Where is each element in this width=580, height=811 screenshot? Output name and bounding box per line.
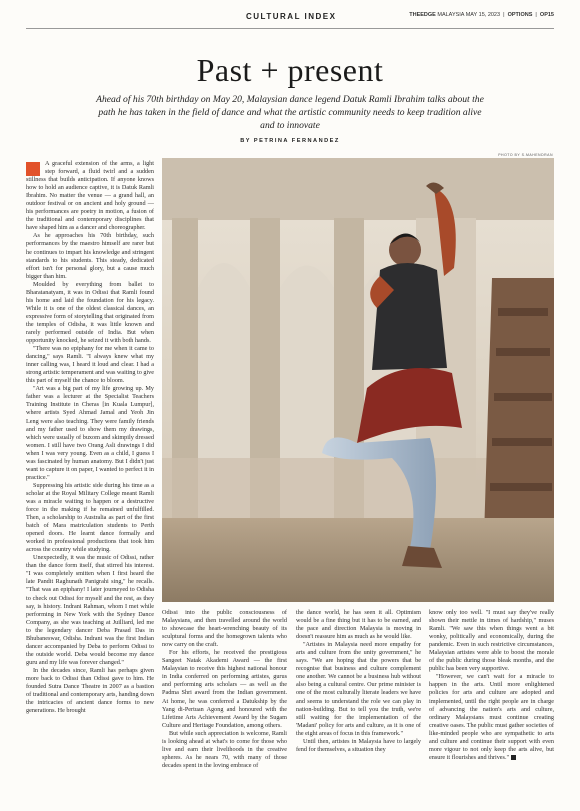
header-meta: THEEDGE MALAYSIA MAY 15, 2023 | OPTIONS | OP15 [409, 12, 554, 18]
dancer-photo [162, 158, 554, 602]
page-number: OP15 [539, 12, 554, 18]
paragraph: "There was no epiphany for me when it came to dancing," says Ramli. "I always knew what my inner calling was, I heard it loud and clear. I had a strong artistic temperament and was waiting to give this part of myself the chance to bloom. [26, 345, 154, 385]
paragraph: "Artistes in Malaysia need more empathy for arts and culture from the unity government," he says. "We are hoping that the powers that be recognise that business and culture complement one another. We cannot be a business hub without also being a cultural centre. Our prime minister is one of the most culturally literate leaders we have and seems to understand the role we can play in nation-building. But to tell you the truth, we're still waiting for the implementation of the 'Madani' policy for arts and culture, as it is one of the eight areas of focus in this framework." [296, 641, 421, 737]
column-1 [26, 160, 154, 800]
paragraph [429, 673, 554, 762]
paragraph-text: A graceful extension of the arms, a light step forward, a fluid twirl and a sudden stillness that builds anticipation. If anyone knows how to hold an audience captive, it is Datuk Ramli Ibrahim. No matter the venue — a grand hall, an outdoor festival or on ancient and holy ground — his performances are poetry in motion, a fusion of the traditional and contemporary disciplines that have shaped him as a dancer and choreographer. [26, 160, 154, 232]
paragraph: For his efforts, he received the prestigious Sangeet Natak Akademi Award — the first Malaysian to receive this highest national honour in India conferred on performing artistes, gurus and performing arts scholars — as well as the Padma Shri award from the Indian government. At home, he was conferred a Datukship by the Yang di-Pertuan Agong and honoured with the Lifetime Arts Achievement Award by the Sugam Culture and Heritage Foundation, among others. [162, 649, 287, 729]
paragraph: But while such appreciation is welcome, Ramli is looking ahead at what's to come for those who live and earn their livelihoods in the creative spheres. As he nears 70, with many of those decades spent in the loving embrace of [162, 729, 287, 769]
issue-date: MAY 15, 2023 [465, 12, 501, 18]
paragraph: know only too well. "I must say they've really shown their mettle in times of hardship," muses Ramli. "We saw this when things went a bit wonky, politically and economically, during the pandemic. Even in such restrictive circumstances, Malaysian artistes were able to boost the morale of the public during those bleak months, and the public has been very supportive. [429, 609, 554, 673]
column-4 [429, 609, 554, 801]
paragraph: Suppressing his artistic side during his time as a scholar at the Royal Military College meant Ramli was a miracle waiting to happen or a destructive force in the making if he remained unfulfilled. Then, a scholarship to Australia as part of the first batch of Mara matriculation students to Perth opened doors. He learnt dance formally and worked in professional productions that took him across the country while studying. [26, 481, 154, 554]
paragraph: Unexpectedly, it was the music of Odissi, rather than the dance form itself, that stirred his interest. "I was completely smitten when I first heard the late Pandit Raghunath Panigrahi sing," he recalls. "That was an epiphany! I later journeyed to Odisha to check out Odissi for myself and the rest, as they say, is history. Indrani Rahman, whom I met while performing in New York with the Sydney Dance Company, as she was teaching at Juilliard, led me to the legendary dancer Deba Prasad Das in Bhubaneswar, Odisha. Indrani was the first Indian dancer accompanied by Deba to perform Odissi to the outside world. Deba would become my dance guru and my life was forever changed." [26, 554, 154, 666]
column-2 [162, 609, 287, 801]
publication-name-bold: THEEDGE [409, 12, 436, 18]
section-label: CULTURAL INDEX [246, 12, 337, 21]
paragraph: As he approaches his 70th birthday, such performances by the maestro himself are rarer but he continues to impart his knowledge and stringent standards to his students. This steady, dedicated effort isn't for personal glory, but a cause much bigger than him. [26, 232, 154, 280]
paragraph: Odissi into the public consciousness of Malaysians, and then travelled around the world to showcase the heart-wrenching beauty of its sculptural forms and the homegrown talents who now carry on the craft. [162, 609, 287, 649]
standfirst: Ahead of his 70th birthday on May 20, Malaysian dance legend Datuk Ramli Ibrahim talks about the path he has taken in the field of dance and what the artistic community needs to keep tradition alive and to innovate [96, 94, 484, 131]
paragraph: the dance world, he has seen it all. Optimism would be a fine thing but it has to be earned, and the pace and direction Malaysia is moving in doesn't reassure him as much as he would like. [296, 609, 421, 641]
paragraph-text: "However, we can't wait for a miracle to happen in the arts. Until more enlightened policies for arts and culture are adopted and implemented, until the right people are in charge of advancing the nation's arts and culture, ordinary Malaysians must continue creating creative oases. The public must gather societies of like-minded people who are sympathetic to arts and culture and continue their support with even more vigour to not only keep the arts alive, but ensure it flourishes and thrives." [429, 673, 554, 761]
publication-name-rest: MALAYSIA [435, 12, 465, 18]
header-rule [26, 28, 554, 29]
paragraph [26, 160, 154, 232]
paragraph: Until then, artistes in Malaysia have to largely fend for themselves, a situation they [296, 737, 421, 753]
headline: Past + present [196, 52, 384, 88]
orange-drop-block [26, 162, 40, 176]
column-3 [296, 609, 421, 801]
paragraph: Moulded by everything from ballet to Bharatanatyam, it was in Odissi that Ramli found his home and laid the foundation for his legacy. While it is one of the oldest classical dances, an expressive form of storytelling that originated from the temples of Odisha, it was little known and rarely performed outside of India. But when opportunity knocked, he seized it with both hands. [26, 280, 154, 345]
end-of-article-mark [511, 755, 516, 760]
page-header [26, 10, 554, 24]
byline: BY PETRINA FERNANDEZ [240, 138, 340, 144]
paragraph: In the decades since, Ramli has perhaps given more back to Odissi than Odissi gave to him. He founded Sutra Dance Theatre in 2007 as a bastion of traditional and contemporary arts, handing down the intricacies of ancient dance forms to new generations. He brought [26, 666, 154, 715]
paragraph: "Art was a big part of my life growing up. My father was a lecturer at the Specialist Teachers Training Institute in Cheras [in Kuala Lumpur], where artists Syed Ahmad Jamal and Yeoh Jin Leng were also teaching. They were family friends and my father used to show them my drawings, which were usually of buxom and skimpily dressed women. I still have two Orang Asli drawings I did when I was very young. Even as a child, I guess I was fascinated by human anatomy. But I didn't just want to capture it on paper, I wanted to perfect it in practice." [26, 385, 154, 481]
dancer-photo-illustration [162, 158, 554, 602]
section-right: OPTIONS [507, 12, 533, 18]
photo-credit: PHOTO BY S.MAHENDRAN [498, 153, 553, 157]
